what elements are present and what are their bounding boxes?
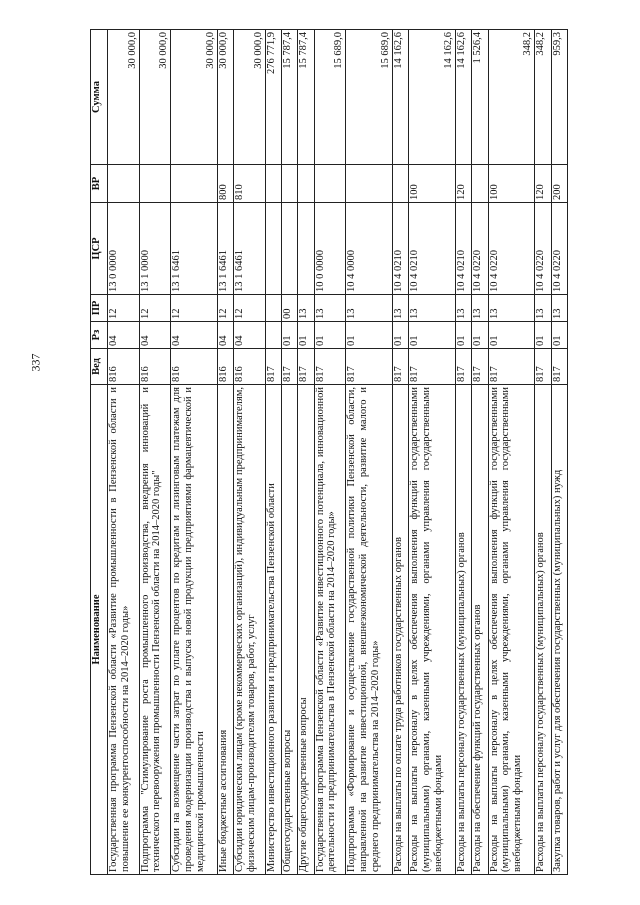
cell-sum: 30 000,0 — [234, 30, 266, 165]
table-row — [171, 30, 218, 875]
cell-csr: 10 4 0210 — [392, 203, 408, 295]
cell-vr — [392, 165, 408, 203]
cell-rz: 01 — [488, 322, 535, 349]
table-row — [551, 30, 567, 875]
cell-rz: 04 — [217, 322, 233, 349]
cell-vr: 810 — [234, 165, 266, 203]
cell-sum: 1 526,4 — [472, 30, 488, 165]
cell-sum: 959,3 — [551, 30, 567, 165]
cell-name: Субсидии на возмещение части затрат по уплате процентов по кредитам и лизинговым платежам для проведения модернизации производства и выпуска новой продукции предприятиями фармацевтической и медицинской промышленности — [171, 385, 218, 875]
cell-rz: 04 — [139, 322, 171, 349]
cell-pr: 13 — [409, 295, 456, 322]
cell-vr — [281, 165, 297, 203]
cell-csr: 10 4 0000 — [346, 203, 393, 295]
cell-ved: 816 — [139, 349, 171, 385]
cell-ved: 816 — [171, 349, 218, 385]
cell-name: Расходы на выплаты персоналу государственных (муниципальных) органов — [455, 385, 471, 875]
cell-rz: 01 — [535, 322, 551, 349]
cell-pr: 13 — [472, 295, 488, 322]
cell-csr: 10 4 0210 — [455, 203, 471, 295]
cell-sum: 30 000,0 — [108, 30, 140, 165]
cell-vr — [265, 165, 281, 203]
cell-vr: 120 — [535, 165, 551, 203]
table-header-row — [91, 30, 108, 875]
cell-name: Государственная программа Пензенской области «Развитие промышленности в Пензенской области и повышение ее конкурентоспособности на 2014–2020 годы» — [108, 385, 140, 875]
cell-sum: 276 771,9 — [265, 30, 281, 165]
cell-name: Министерство инвестиционного развития и предпринимательства Пензенской области — [265, 385, 281, 875]
page-number: 337 — [28, 353, 43, 372]
cell-name: Расходы на обеспечение функций государственных органов — [472, 385, 488, 875]
cell-csr: 13 0 0000 — [108, 203, 140, 295]
cell-pr: 13 — [392, 295, 408, 322]
cell-pr: 13 — [488, 295, 535, 322]
cell-csr: 13 1 0000 — [139, 203, 171, 295]
cell-sum: 348,2 — [488, 30, 535, 165]
cell-ved: 817 — [281, 349, 297, 385]
table-row — [455, 30, 471, 875]
cell-name: Расходы на выплаты по оплате труда работников государственных органов — [392, 385, 408, 875]
cell-csr — [298, 203, 314, 295]
header-vr: ВР — [91, 165, 108, 203]
cell-rz: 01 — [314, 322, 346, 349]
table-row — [281, 30, 297, 875]
header-pr: ПР — [91, 295, 108, 322]
cell-name: Иные бюджетные ассигнования — [217, 385, 233, 875]
cell-ved: 817 — [298, 349, 314, 385]
cell-csr: 10 4 0220 — [551, 203, 567, 295]
cell-rz: 01 — [409, 322, 456, 349]
cell-sum: 15 689,0 — [314, 30, 346, 165]
cell-csr: 10 4 0220 — [472, 203, 488, 295]
cell-rz: 01 — [346, 322, 393, 349]
cell-rz: 04 — [234, 322, 266, 349]
cell-rz: 01 — [455, 322, 471, 349]
cell-csr: 13 1 6461 — [234, 203, 266, 295]
cell-sum: 30 000,0 — [139, 30, 171, 165]
header-rz: Рз — [91, 322, 108, 349]
cell-rz: 01 — [392, 322, 408, 349]
cell-pr: 13 — [346, 295, 393, 322]
header-name: Наименование — [91, 385, 108, 875]
cell-sum: 15 787,4 — [298, 30, 314, 165]
header-ved: Вед — [91, 349, 108, 385]
cell-name: Общегосударственные вопросы — [281, 385, 297, 875]
cell-name: Государственная программа Пензенской области «Развитие инвестиционного потенциала, инновационной деятельности и предпринимательства в Пензенской области на 2014–2020 годы» — [314, 385, 346, 875]
cell-ved: 817 — [346, 349, 393, 385]
cell-ved: 817 — [314, 349, 346, 385]
cell-pr: 12 — [234, 295, 266, 322]
table-row — [488, 30, 535, 875]
cell-name: Подпрограмма "Стимулирование роста промышленного производства, внедрения инноваций и технического перевооружения промышленности Пензенской области на 2014–2020 годы" — [139, 385, 171, 875]
table-row — [314, 30, 346, 875]
cell-ved: 817 — [392, 349, 408, 385]
cell-ved: 817 — [472, 349, 488, 385]
cell-vr — [346, 165, 393, 203]
cell-name: Расходы на выплаты персоналу в целях обеспечения выполнения функций государственными (муниципальными) органами, казенными учреждениями, органами управления государственными внебюджетными фондами — [409, 385, 456, 875]
cell-ved: 816 — [108, 349, 140, 385]
budget-table — [90, 29, 568, 875]
cell-pr: 12 — [171, 295, 218, 322]
table-row — [298, 30, 314, 875]
table-row — [472, 30, 488, 875]
cell-sum: 30 000,0 — [217, 30, 233, 165]
table-row — [409, 30, 456, 875]
cell-csr: 10 4 0220 — [488, 203, 535, 295]
cell-vr: 800 — [217, 165, 233, 203]
cell-pr: 12 — [108, 295, 140, 322]
cell-sum: 14 162,6 — [392, 30, 408, 165]
cell-ved: 817 — [488, 349, 535, 385]
cell-pr: 13 — [314, 295, 346, 322]
cell-pr — [265, 295, 281, 322]
cell-pr: 13 — [298, 295, 314, 322]
cell-vr — [472, 165, 488, 203]
table-row — [392, 30, 408, 875]
cell-pr: 13 — [535, 295, 551, 322]
cell-vr — [171, 165, 218, 203]
cell-pr: 00 — [281, 295, 297, 322]
cell-csr — [281, 203, 297, 295]
cell-sum: 15 787,4 — [281, 30, 297, 165]
cell-ved: 817 — [535, 349, 551, 385]
header-csr: ЦСР — [91, 203, 108, 295]
cell-sum: 14 162,6 — [455, 30, 471, 165]
cell-name: Другие общегосударственные вопросы — [298, 385, 314, 875]
cell-csr: 13 1 6461 — [171, 203, 218, 295]
cell-vr — [314, 165, 346, 203]
cell-ved: 817 — [551, 349, 567, 385]
table-row — [346, 30, 393, 875]
cell-vr — [298, 165, 314, 203]
cell-pr: 12 — [217, 295, 233, 322]
cell-vr — [139, 165, 171, 203]
cell-name: Расходы на выплаты персоналу в целях обеспечения выполнения функций государственными (муниципальными) органами, казенными учреждениями, органами управления государственными внебюджетными фондами — [488, 385, 535, 875]
cell-csr: 10 0 0000 — [314, 203, 346, 295]
cell-sum: 14 162,6 — [409, 30, 456, 165]
cell-csr: 10 4 0220 — [535, 203, 551, 295]
cell-ved: 817 — [409, 349, 456, 385]
cell-csr — [265, 203, 281, 295]
cell-sum: 30 000,0 — [171, 30, 218, 165]
rotated-page-content — [90, 30, 568, 875]
cell-vr: 200 — [551, 165, 567, 203]
cell-rz: 04 — [108, 322, 140, 349]
cell-rz: 01 — [472, 322, 488, 349]
cell-sum: 348,2 — [535, 30, 551, 165]
cell-vr: 100 — [409, 165, 456, 203]
cell-name: Расходы на выплаты персоналу государственных (муниципальных) органов — [535, 385, 551, 875]
cell-ved: 817 — [455, 349, 471, 385]
cell-pr: 13 — [455, 295, 471, 322]
cell-pr: 13 — [551, 295, 567, 322]
cell-vr: 120 — [455, 165, 471, 203]
cell-csr: 10 4 0210 — [409, 203, 456, 295]
cell-ved: 816 — [234, 349, 266, 385]
cell-vr — [108, 165, 140, 203]
cell-rz: 01 — [551, 322, 567, 349]
table-row — [108, 30, 140, 875]
cell-ved: 817 — [265, 349, 281, 385]
cell-ved: 816 — [217, 349, 233, 385]
cell-name: Подпрограмма «Формирование и осуществление государственной политики Пензенской области, направленной на развитие инвестиционной, внешнеэкономической деятельности, развитие малого и среднего предпринимательства на 2014–2020 годы» — [346, 385, 393, 875]
cell-rz — [265, 322, 281, 349]
table-row — [265, 30, 281, 875]
table-row — [535, 30, 551, 875]
header-sum: Сумма — [91, 30, 108, 165]
table-row — [139, 30, 171, 875]
cell-vr: 100 — [488, 165, 535, 203]
cell-rz: 04 — [171, 322, 218, 349]
table-row — [217, 30, 233, 875]
cell-name: Субсидии юридическим лицам (кроме некоммерческих организаций), индивидуальным предпринимателям, физическим лицам-производителям товаров, работ, услуг — [234, 385, 266, 875]
cell-pr: 12 — [139, 295, 171, 322]
cell-csr: 13 1 6461 — [217, 203, 233, 295]
cell-rz: 01 — [298, 322, 314, 349]
table-row — [234, 30, 266, 875]
cell-sum: 15 689,0 — [346, 30, 393, 165]
cell-rz: 01 — [281, 322, 297, 349]
cell-name: Закупка товаров, работ и услуг для обеспечения государственных (муниципальных) нужд — [551, 385, 567, 875]
